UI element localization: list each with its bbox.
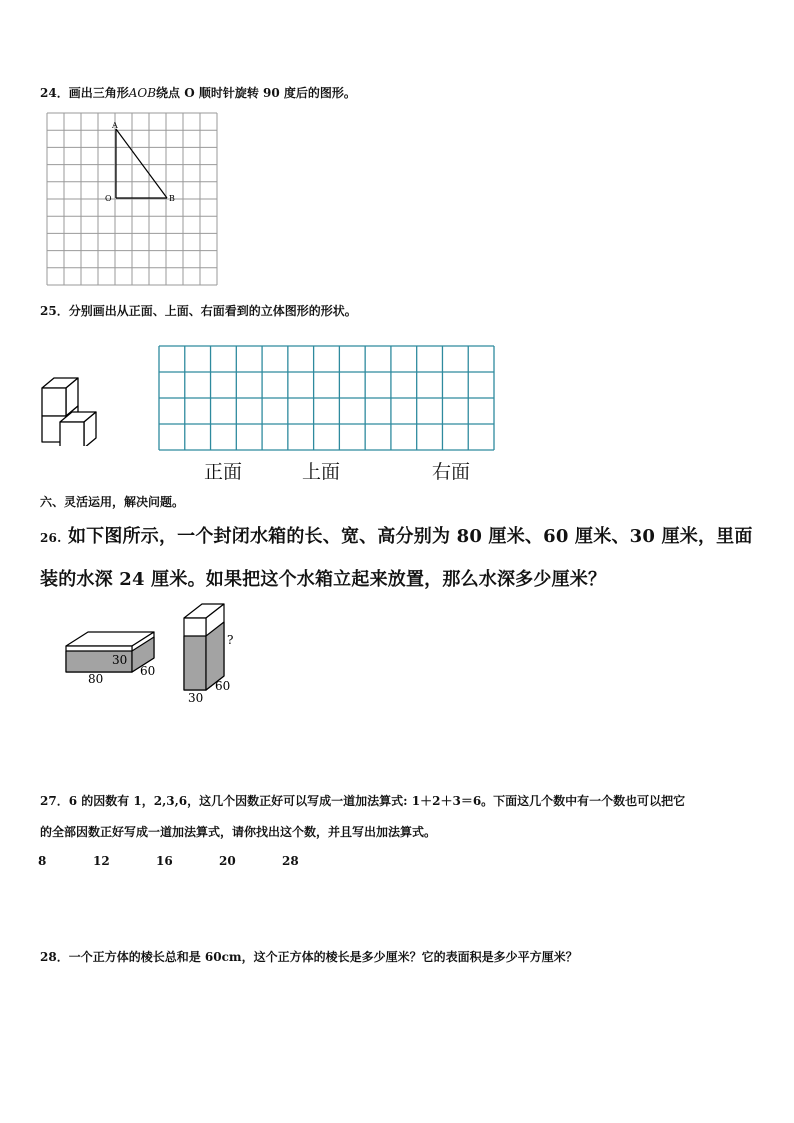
- q26-fig2-width-label: 60: [215, 679, 231, 693]
- q24-text-after: 绕点 O 顺时针旋转 90 度后的图形。: [156, 86, 356, 100]
- q27-text-line-1: 27．6 的因数有 1，2,3,6，这几个因数正好可以写成一道加法算式: 1＋2＋3＝6。下面这几个数中有一个数也可以把它: [40, 794, 686, 808]
- q25-label-right: 右面: [432, 461, 471, 483]
- q26-fig2-base-label: 30: [188, 691, 204, 705]
- q26-tank-upright-figure: [178, 598, 238, 706]
- q24-grid: [47, 113, 217, 285]
- q27-option-28: 28: [282, 854, 299, 868]
- q26-number: 26.: [40, 531, 62, 545]
- q24-triangle-name: AOB: [128, 86, 157, 100]
- q26-fig1-width-label: 60: [140, 664, 156, 678]
- q26-fig1-height-label: 30: [112, 653, 128, 667]
- q25-prompt: 25．分别画出从正面、上面、右面看到的立体图形的形状。: [40, 304, 357, 318]
- q27-option-20: 20: [219, 854, 236, 868]
- q28-text: 28．一个正方体的棱长总和是 60cm，这个正方体的棱长是多少厘米？它的表面积是多少平方厘米？: [40, 950, 578, 964]
- q24-prompt: [40, 84, 356, 101]
- q24-segment-ab: [116, 129, 167, 198]
- q25-cube-stack-icon: [40, 376, 112, 446]
- q24-label-o: O: [105, 194, 112, 203]
- section-6-title: 六、灵活运用，解决问题。: [40, 495, 185, 509]
- q26-text-line-2: 装的水深 24 厘米。如果把这个水箱立起来放置，那么水深多少厘米？: [40, 569, 607, 590]
- q27-option-12: 12: [93, 854, 110, 868]
- q24-text-before: 画出三角形: [68, 86, 129, 100]
- q24-grid-figure: [46, 112, 218, 286]
- q27-option-16: 16: [156, 854, 173, 868]
- q24-label-b: B: [169, 194, 175, 203]
- q26-tank-flat-figure: [62, 628, 162, 688]
- q26-line-1: [40, 522, 753, 548]
- q26-fig1-length-label: 80: [88, 672, 104, 686]
- q27-text-line-2: 的全部因数正好写成一道加法算式，请你找出这个数，并且写出加法算式。: [40, 825, 437, 839]
- q25-label-front: 正面: [204, 461, 243, 483]
- q26-fig2-question-mark: ?: [227, 633, 234, 647]
- q27-option-8: 8: [38, 854, 47, 868]
- q26-text-line-1: 如下图所示，一个封闭水箱的长、宽、高分别为 80 厘米、60 厘米、30 厘米，里面: [67, 526, 753, 547]
- q24-number: 24．: [40, 86, 69, 100]
- q25-answer-grid[interactable]: [158, 345, 496, 453]
- q25-label-top: 上面: [302, 461, 341, 483]
- q24-label-a: A: [112, 121, 118, 130]
